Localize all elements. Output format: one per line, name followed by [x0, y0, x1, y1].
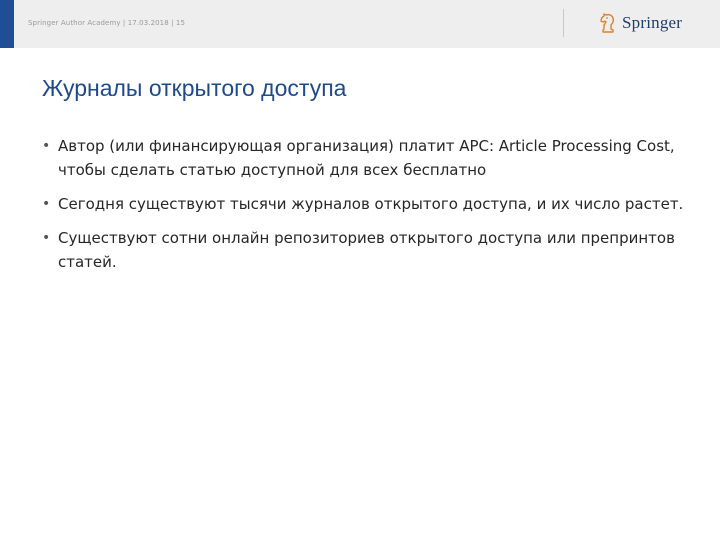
bullet-item: • Сегодня существуют тысячи журналов открытого доступа, и их число растет. [42, 192, 692, 216]
header-divider [563, 9, 564, 37]
slide-title: Журналы открытого доступа [42, 75, 347, 101]
header-meta-text: Springer Author Academy | 17.03.2018 | 15 [28, 19, 186, 27]
accent-bar [0, 0, 14, 48]
springer-logo [598, 10, 682, 36]
bullet-item: • Существуют сотни онлайн репозиториев открытого доступа или препринтов статей. [42, 226, 692, 274]
springer-chess-knight-icon [598, 12, 618, 34]
bullet-item: • Автор (или финансирующая организация) платит APC: Article Processing Cost, чтобы сделать статью доступной для всех бесплатно [42, 134, 692, 182]
bullet-list [42, 134, 692, 284]
logo-text: Springer [622, 13, 683, 32]
